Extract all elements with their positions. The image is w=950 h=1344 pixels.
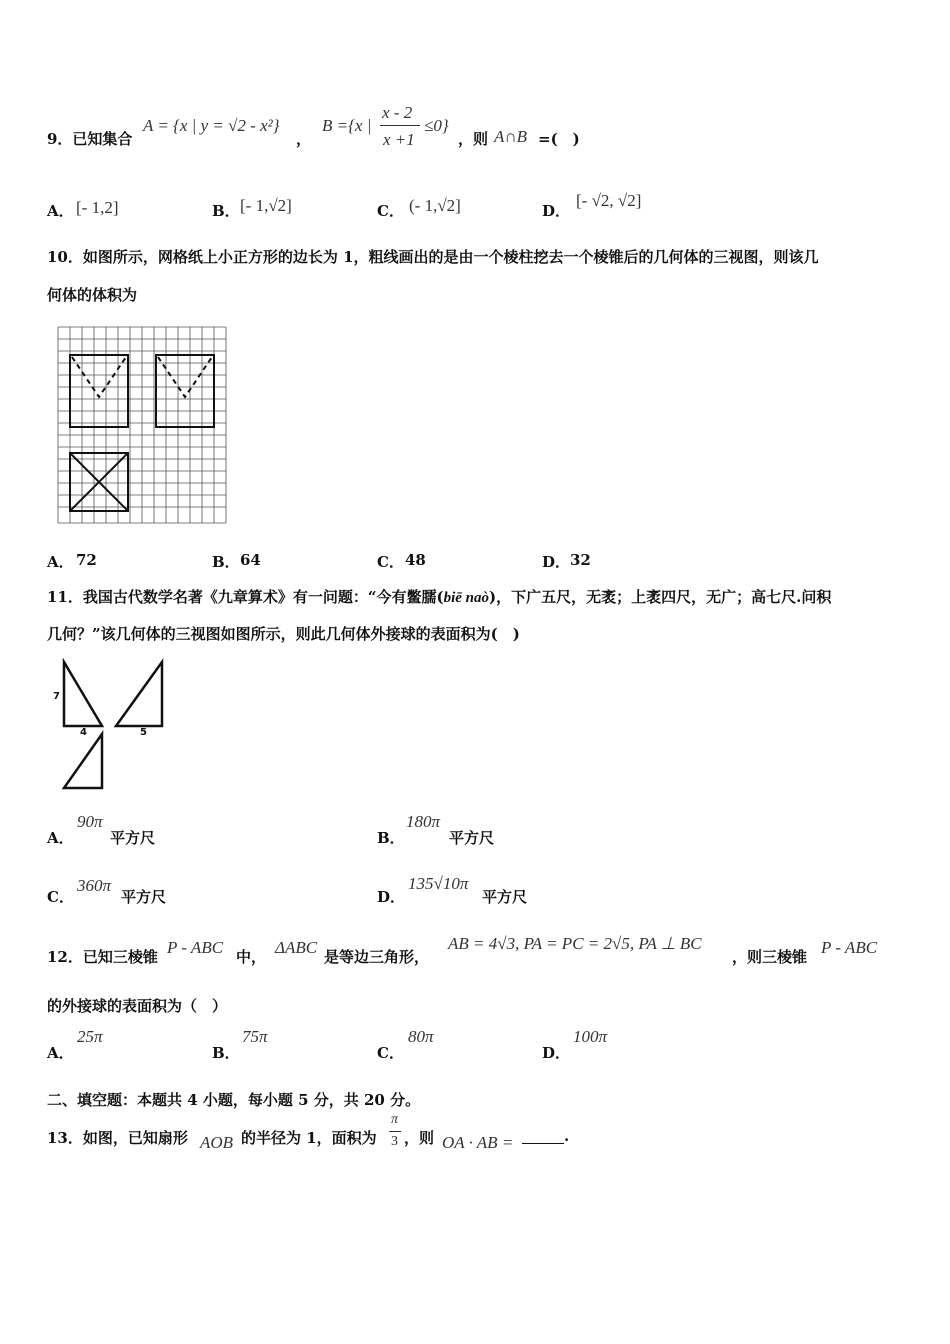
q12-stem: 12．已知三棱锥 <box>47 948 158 966</box>
q12-mid: 中， <box>236 948 267 966</box>
q12-option-a-value: 25π <box>77 1027 103 1046</box>
q10-option-c-letter: C． <box>377 553 404 571</box>
q11-option-c-letter: C． <box>47 888 74 906</box>
q11-line1-part-b: )，下广五尺，无袤；上袤四尺，无广；高七尺.问积 <box>489 588 832 606</box>
q11-option-b-value: 180π <box>406 812 441 831</box>
q10-option-a-letter: A． <box>47 553 74 571</box>
q11-three-view-figure <box>50 658 180 793</box>
q12-equi: 是等边三角形， <box>324 948 430 966</box>
q9-set-b-denominator: x +1 <box>383 130 415 149</box>
q11-label-base-right: 5 <box>140 727 147 738</box>
q11-option-b-unit: 平方尺 <box>449 829 495 847</box>
q13-frac-num: π <box>391 1112 399 1127</box>
q13-end: . <box>564 1127 570 1145</box>
q9-option-d-letter: D． <box>542 202 571 220</box>
q12-option-b-letter: B． <box>212 1044 240 1062</box>
q13-stem: 13．如图，已知扇形 <box>47 1129 188 1147</box>
q10-option-c-value: 48 <box>405 551 426 569</box>
q9-set-b-prefix: B ={x | <box>322 116 372 135</box>
q12-pabc: P - ABC <box>167 938 224 957</box>
q11-line2: 几何？”该几何体的三视图如图所示，则此几何体外接球的表面积为( ) <box>47 625 520 643</box>
q13-frac-bar <box>389 1131 401 1132</box>
q10-option-d-letter: D． <box>542 553 571 571</box>
q9-intersection: A∩B <box>494 127 528 146</box>
q13-aob: AOB <box>200 1133 234 1152</box>
q12-triangle: ΔABC <box>275 938 318 957</box>
q11-pinyin: biē naò <box>443 590 490 606</box>
q12-line2: 的外接球的表面积为（ ） <box>47 997 228 1015</box>
q9-option-b-letter: B． <box>212 202 240 220</box>
q9-tail: ，则 <box>458 130 489 148</box>
q9-option-c-letter: C． <box>377 202 404 220</box>
q10-three-view-figure <box>56 325 228 525</box>
q11-option-d-value: 135√10π <box>408 874 469 893</box>
q11-option-a-value: 90π <box>77 812 103 831</box>
q11-option-c-value: 360π <box>77 876 112 895</box>
q12-conditions: AB = 4√3, PA = PC = 2√5, PA ⊥ BC <box>448 934 702 953</box>
section-2-heading: 二、填空题：本题共 4 小题，每小题 5 分，共 20 分。 <box>47 1091 421 1109</box>
q11-line1 <box>47 586 831 607</box>
q9-option-a-value: [- 1,2] <box>76 198 119 217</box>
q12-pabc-2: P - ABC <box>821 938 878 957</box>
q9-option-b-value: [- 1,√2] <box>240 196 292 215</box>
q9-option-d-value: [- √2, √2] <box>576 191 642 210</box>
q11-option-d-letter: D． <box>377 888 406 906</box>
q11-label-base-left: 4 <box>80 727 87 738</box>
q11-option-a-letter: A． <box>47 829 74 847</box>
q12-option-c-letter: C． <box>377 1044 404 1062</box>
q11-label-height: 7 <box>53 691 60 702</box>
q12-option-d-letter: D． <box>542 1044 571 1062</box>
q9-set-a: A = {x | y = √2 - x²} <box>143 116 280 135</box>
q13-then: ，则 <box>404 1129 435 1147</box>
q10-option-b-letter: B． <box>212 553 240 571</box>
q10-option-b-value: 64 <box>240 551 261 569</box>
q9-option-a-letter: A． <box>47 202 74 220</box>
q13-frac-den: 3 <box>391 1134 398 1149</box>
q11-line1-part-a: 11．我国古代数学名著《九章算术》有一问题：“今有鳖臑( <box>47 588 444 606</box>
q13-mid: 的半径为 1，面积为 <box>241 1129 377 1147</box>
q9-set-b-suffix: ≤0} <box>424 116 449 135</box>
q9-tail-end: =( ) <box>538 130 580 148</box>
q9-comma: ， <box>296 130 312 148</box>
q10-line1: 10．如图所示，网格纸上小正方形的边长为 1，粗线画出的是由一个棱柱挖去一个棱锥后的几何体的三视图，则该几 <box>47 248 819 266</box>
q10-option-a-value: 72 <box>76 551 97 569</box>
q9-option-c-value: (- 1,√2] <box>409 196 461 215</box>
q10-option-d-value: 32 <box>570 551 591 569</box>
q10-line2: 何体的体积为 <box>47 286 138 304</box>
q11-option-b-letter: B． <box>377 829 405 847</box>
q9-stem: 9．已知集合 <box>47 130 133 148</box>
q12-option-a-letter: A． <box>47 1044 74 1062</box>
q12-option-b-value: 75π <box>242 1027 268 1046</box>
q12-option-d-value: 100π <box>573 1027 608 1046</box>
q11-option-c-unit: 平方尺 <box>121 888 167 906</box>
q9-set-b-numerator: x - 2 <box>382 103 413 122</box>
q9-fraction-bar <box>380 125 420 126</box>
q12-then: ，则三棱锥 <box>732 948 808 966</box>
q11-option-a-unit: 平方尺 <box>110 829 156 847</box>
q12-option-c-value: 80π <box>408 1027 434 1046</box>
q11-option-d-unit: 平方尺 <box>482 888 528 906</box>
q13-expr: OA · AB = <box>442 1133 514 1152</box>
q13-answer-blank[interactable] <box>522 1143 564 1144</box>
